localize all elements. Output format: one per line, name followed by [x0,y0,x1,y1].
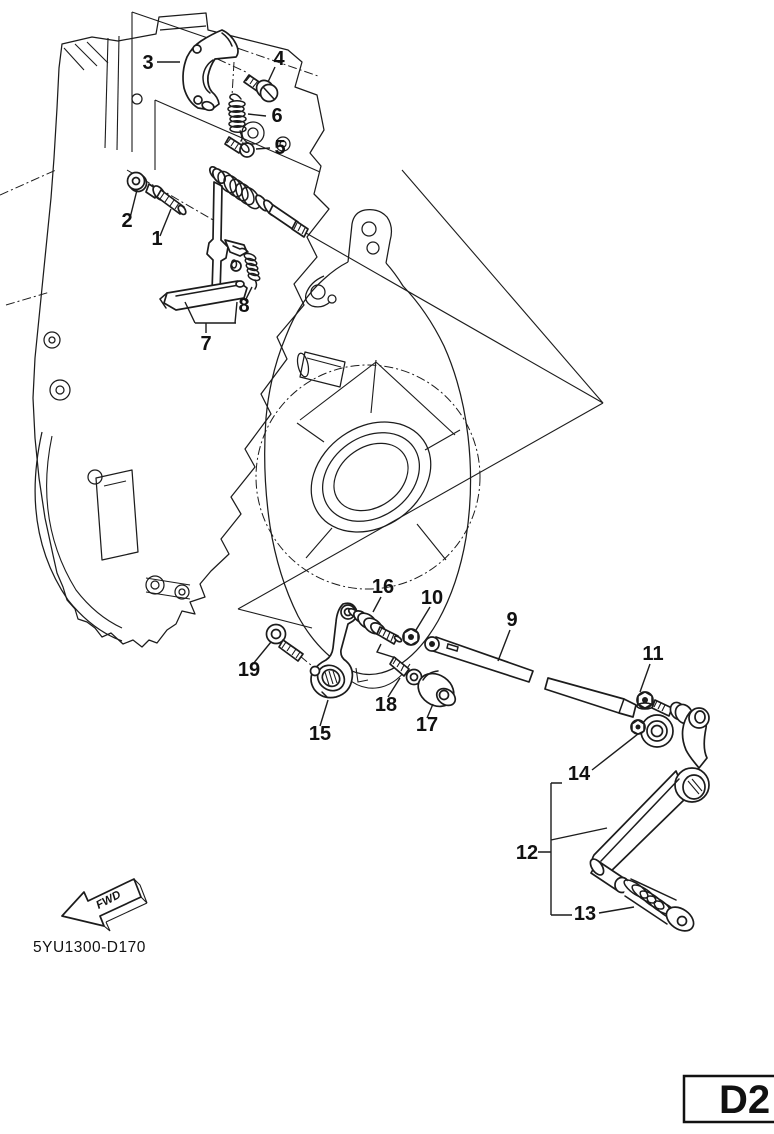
pin-part5 [225,137,254,157]
callout-1: 1 [151,228,163,250]
callout-11: 11 [642,643,664,665]
callout-12: 12 [515,842,539,864]
shift-shaft-assembly-part7 [160,165,308,310]
callout-16: 16 [371,576,395,598]
stopper-lever-part3 [183,30,238,112]
page-label-box [684,1076,774,1122]
leader-lines [130,62,650,915]
callout-5: 5 [274,137,286,159]
callout-6: 6 [271,105,283,127]
shift-rod-part9 [425,637,636,717]
page-label: D2 [719,1078,771,1122]
construction-lines [127,12,603,670]
drawing-code: 5YU1300-D170 [33,939,146,956]
bolt-part4 [244,75,278,102]
callout-13: 13 [573,903,597,925]
callout-15: 15 [308,723,332,745]
fwd-arrow [62,879,147,931]
callout-3: 3 [142,52,154,74]
nut-part11 [637,692,653,709]
bushing-part14 [631,715,673,747]
callout-8: 8 [238,295,250,317]
bolt-part19 [267,625,304,662]
callout-18: 18 [374,694,398,716]
callout-10: 10 [420,587,444,609]
joint-part16 [347,607,402,658]
washer-part2 [128,173,147,192]
callout-2: 2 [121,210,133,232]
spring-part6 [228,94,246,141]
nut-part10 [403,629,419,645]
callout-4: 4 [273,48,285,70]
bolt-part1 [146,184,187,216]
callout-14: 14 [567,763,591,785]
fwd-label: FWD [94,888,123,912]
callout-19: 19 [237,659,261,681]
callout-17: 17 [415,714,439,736]
callout-7: 7 [200,333,212,355]
shift-arm-part15 [311,603,358,697]
pedal-rubber-part13 [622,876,698,936]
callout-9: 9 [506,609,518,631]
